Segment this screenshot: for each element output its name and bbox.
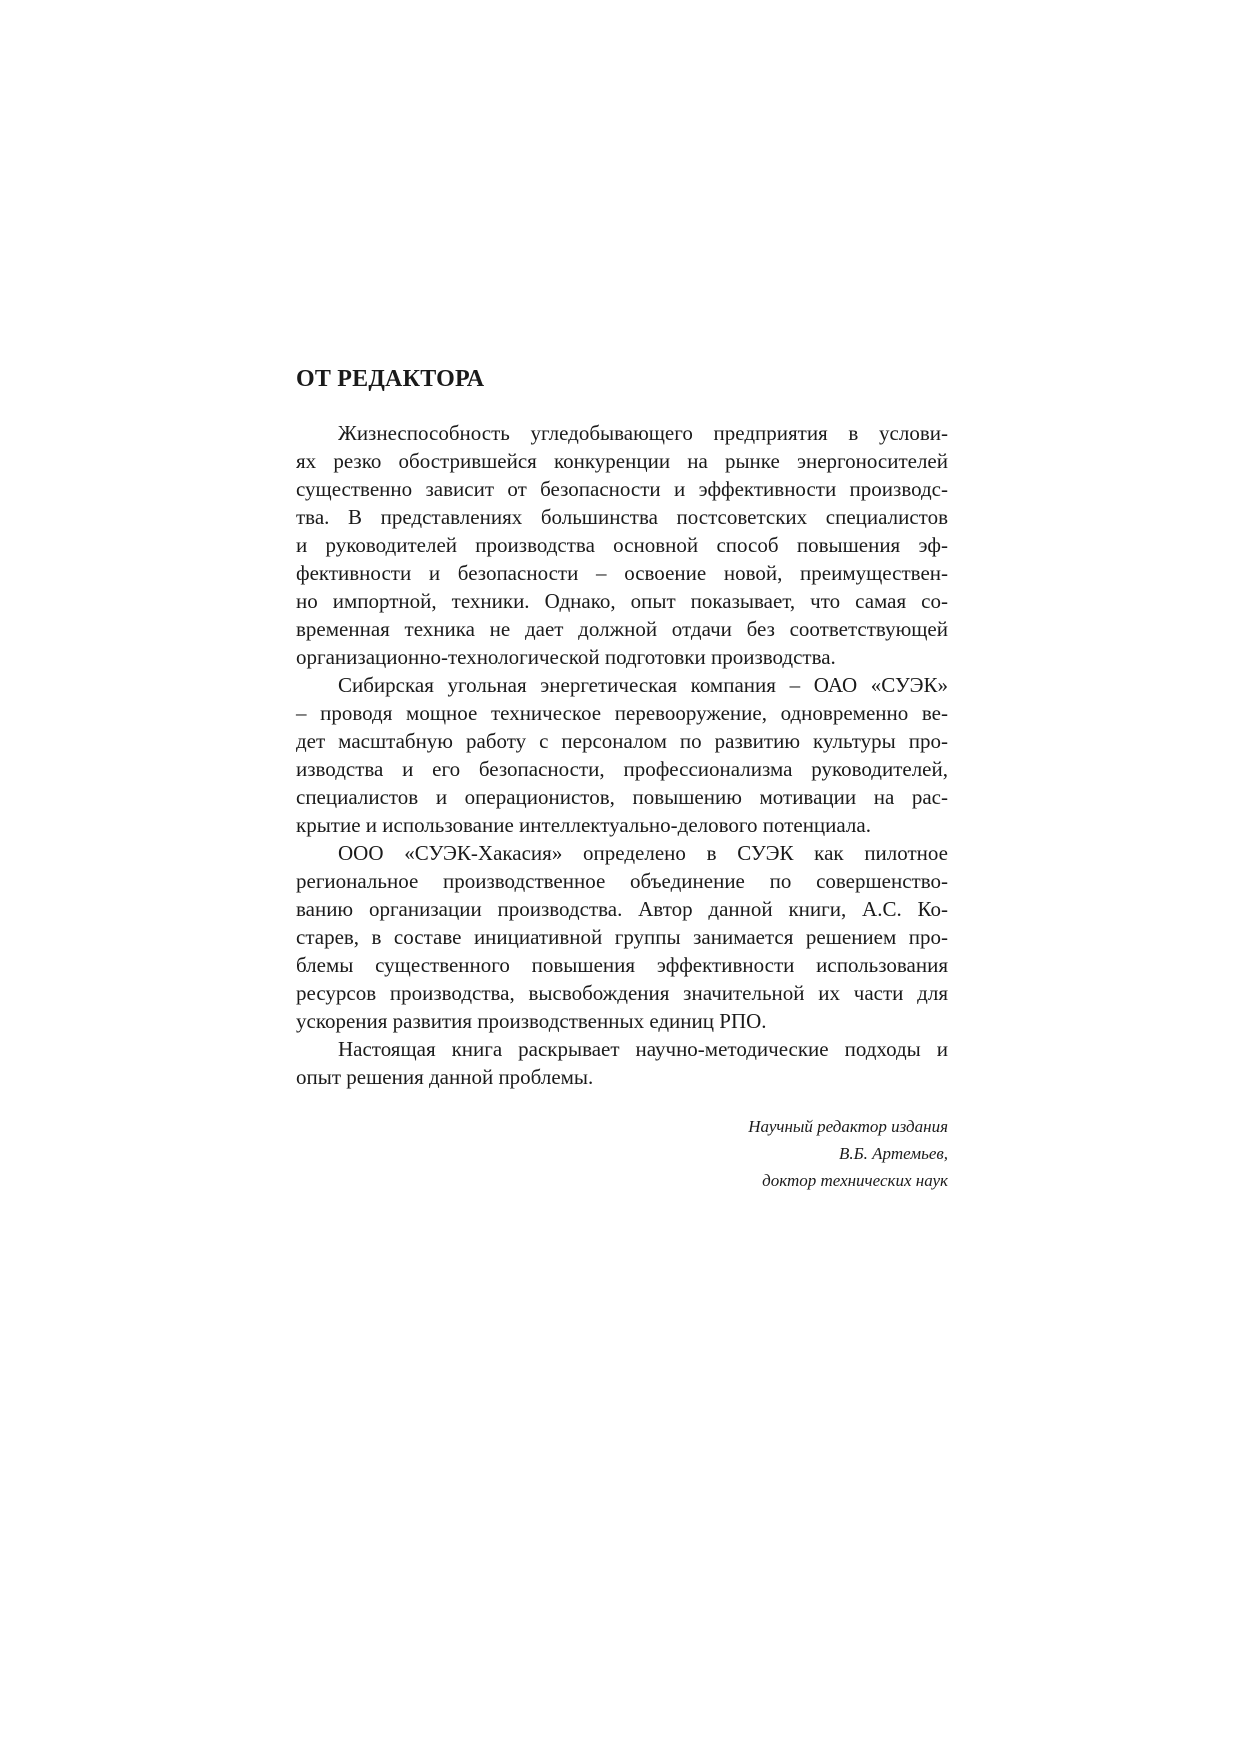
text-line: Жизнеспособность угледобывающего предприятия в услови- <box>338 421 948 445</box>
text-line: и руководителей производства основной способ повышения эф- <box>296 533 948 557</box>
text-line: фективности и безопасности – освоение новой, преимуществен- <box>296 561 948 585</box>
text-line: Настоящая книга раскрывает научно-методические подходы и <box>338 1037 948 1061</box>
text-line: тва. В представлениях большинства постсоветских специалистов <box>296 505 948 529</box>
paragraph-3 <box>296 839 948 1035</box>
text-line: – проводя мощное техническое перевооружение, одновременно ве- <box>296 701 948 725</box>
text-line: ресурсов производства, высвобождения значительной их части для <box>296 981 948 1005</box>
signature-role: Научный редактор издания <box>748 1117 948 1136</box>
text-line: существенно зависит от безопасности и эффективности производс- <box>296 477 948 501</box>
text-line: специалистов и операционистов, повышению мотивации на рас- <box>296 785 948 809</box>
page-title: ОТ РЕДАКТОРА <box>296 366 485 392</box>
text-line: ООО «СУЭК-Хакасия» определено в СУЭК как пилотное <box>338 841 948 865</box>
paragraph-4 <box>296 1035 948 1091</box>
text-line: изводства и его безопасности, профессионализма руководителей, <box>296 757 948 781</box>
text-line: опыт решения данной проблемы. <box>296 1065 594 1089</box>
text-line: региональное производственное объединение по совершенство- <box>296 869 948 893</box>
text-line: временная техника не дает должной отдачи без соответствующей <box>296 617 948 641</box>
signature-name: В.Б. Артемьев, <box>839 1144 948 1163</box>
signature-block <box>748 1113 948 1194</box>
text-line: крытие и использование интеллектуально-делового потенциала. <box>296 813 871 837</box>
text-line: дет масштабную работу с персоналом по развитию культуры про- <box>296 729 948 753</box>
paragraph-1 <box>296 419 948 671</box>
text-line: организационно-технологической подготовки производства. <box>296 645 836 669</box>
text-line: ванию организации производства. Автор данной книги, А.С. Ко- <box>296 897 948 921</box>
body-text <box>296 419 948 1091</box>
text-line: ях резко обострившейся конкуренции на рынке энергоносителей <box>296 449 948 473</box>
text-line: ускорения развития производственных единиц РПО. <box>296 1009 767 1033</box>
signature-degree: доктор технических наук <box>762 1171 948 1190</box>
text-line: блемы существенного повышения эффективности использования <box>296 953 948 977</box>
text-line: Сибирская угольная энергетическая компания – ОАО «СУЭК» <box>338 673 948 697</box>
paragraph-2 <box>296 671 948 839</box>
text-line: но импортной, техники. Однако, опыт показывает, что самая со- <box>296 589 948 613</box>
text-line: старев, в составе инициативной группы занимается решением про- <box>296 925 948 949</box>
